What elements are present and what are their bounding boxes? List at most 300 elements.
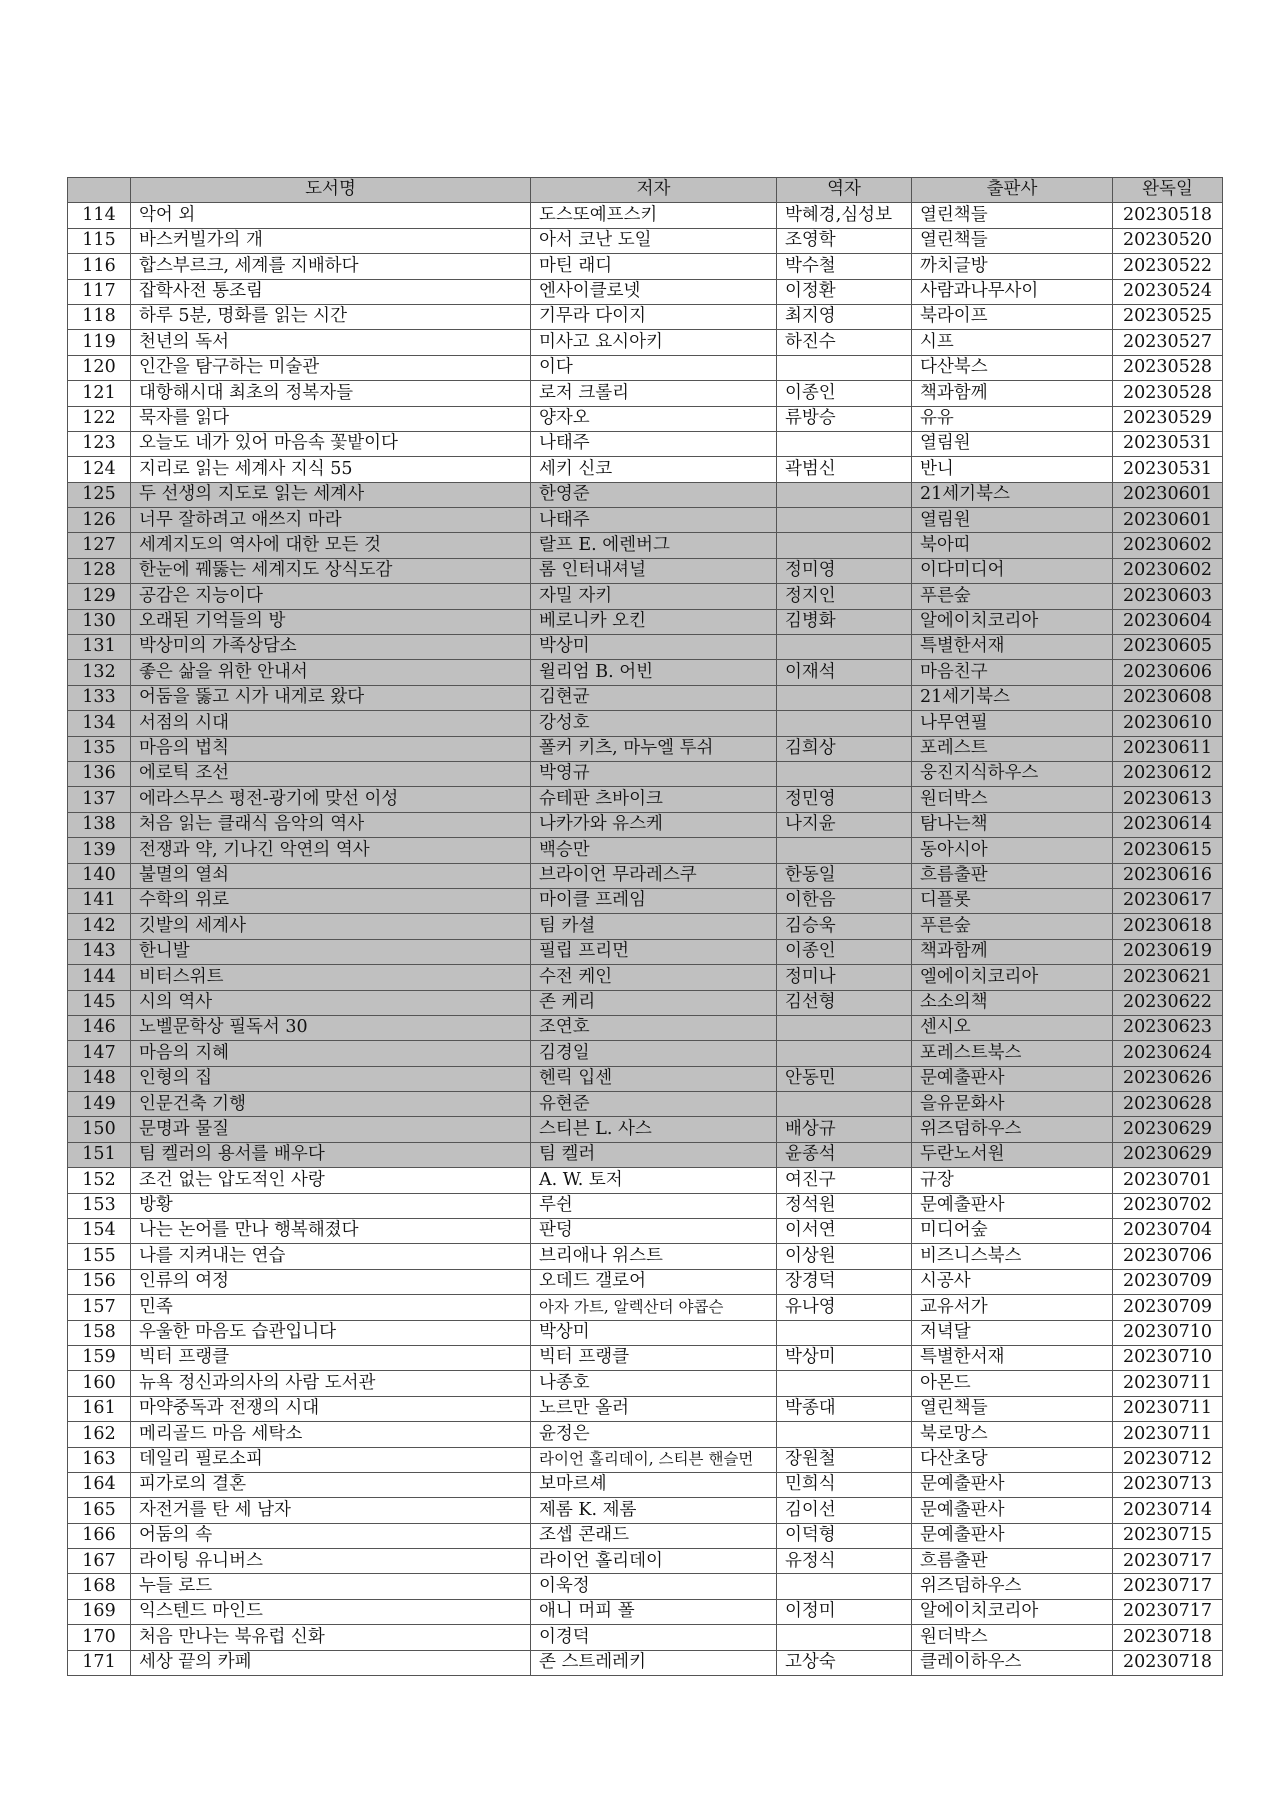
- book-author: 마틴 래디: [531, 254, 777, 279]
- book-title: 인간을 탐구하는 미술관: [131, 355, 531, 380]
- book-publisher: 디플롯: [912, 888, 1113, 913]
- book-title: 악어 외: [131, 203, 531, 228]
- book-publisher: 문예출판사: [912, 1066, 1113, 1091]
- table-row: [68, 939, 1223, 964]
- book-publisher: 규장: [912, 1168, 1113, 1193]
- book-title: 방황: [131, 1193, 531, 1218]
- finished-date: 20230615: [1113, 838, 1223, 863]
- book-title: 문명과 물질: [131, 1117, 531, 1142]
- book-translator: 이정환: [777, 279, 912, 304]
- book-author: 팀 켈러: [531, 1142, 777, 1167]
- finished-date: 20230715: [1113, 1523, 1223, 1548]
- table-row: [68, 1295, 1223, 1320]
- row-number: 148: [68, 1066, 131, 1091]
- book-title: 비터스위트: [131, 965, 531, 990]
- book-title: 팀 켈러의 용서를 배우다: [131, 1142, 531, 1167]
- table-row: [68, 406, 1223, 431]
- row-number: 152: [68, 1168, 131, 1193]
- book-author: 오데드 갤로어: [531, 1269, 777, 1294]
- book-translator: 한동일: [777, 863, 912, 888]
- finished-date: 20230717: [1113, 1599, 1223, 1624]
- book-publisher: 탐나는책: [912, 812, 1113, 837]
- table-row: [68, 381, 1223, 406]
- book-title: 마음의 법칙: [131, 736, 531, 761]
- book-publisher: 문예출판사: [912, 1193, 1113, 1218]
- book-publisher: 흐름출판: [912, 863, 1113, 888]
- table-row: [68, 431, 1223, 456]
- book-translator: 최지영: [777, 304, 912, 329]
- book-translator: 정미영: [777, 558, 912, 583]
- book-title: 조건 없는 압도적인 사랑: [131, 1168, 531, 1193]
- row-number: 128: [68, 558, 131, 583]
- finished-date: 20230701: [1113, 1168, 1223, 1193]
- row-number: 163: [68, 1447, 131, 1472]
- table-row: [68, 1015, 1223, 1040]
- book-publisher: 위즈덤하우스: [912, 1117, 1113, 1142]
- finished-date: 20230706: [1113, 1244, 1223, 1269]
- book-translator: 곽범신: [777, 457, 912, 482]
- finished-date: 20230711: [1113, 1422, 1223, 1447]
- row-number: 171: [68, 1650, 131, 1675]
- book-translator: 이상원: [777, 1244, 912, 1269]
- book-publisher: 원더박스: [912, 787, 1113, 812]
- book-publisher: 열림원: [912, 508, 1113, 533]
- book-translator: [777, 1422, 912, 1447]
- book-publisher: 포레스트북스: [912, 1041, 1113, 1066]
- book-publisher: 시공사: [912, 1269, 1113, 1294]
- book-translator: 류방승: [777, 406, 912, 431]
- finished-date: 20230518: [1113, 203, 1223, 228]
- row-number: 167: [68, 1549, 131, 1574]
- header-title: 도서명: [131, 178, 531, 203]
- book-title: 인류의 여정: [131, 1269, 531, 1294]
- book-author: 나카가와 유스케: [531, 812, 777, 837]
- row-number: 132: [68, 660, 131, 685]
- header-publisher: 출판사: [912, 178, 1113, 203]
- book-author: 스티븐 L. 사스: [531, 1117, 777, 1142]
- book-title: 한눈에 꿰뚫는 세계지도 상식도감: [131, 558, 531, 583]
- book-title: 세계지도의 역사에 대한 모든 것: [131, 533, 531, 558]
- book-author: 박상미: [531, 635, 777, 660]
- book-publisher: 푸른숲: [912, 914, 1113, 939]
- row-number: 137: [68, 787, 131, 812]
- finished-date: 20230622: [1113, 990, 1223, 1015]
- finished-date: 20230710: [1113, 1345, 1223, 1370]
- finished-date: 20230626: [1113, 1066, 1223, 1091]
- finished-date: 20230710: [1113, 1320, 1223, 1345]
- book-author: 윌리엄 B. 어빈: [531, 660, 777, 685]
- row-number: 141: [68, 888, 131, 913]
- table-row: [68, 203, 1223, 228]
- row-number: 155: [68, 1244, 131, 1269]
- finished-date: 20230702: [1113, 1193, 1223, 1218]
- book-publisher: 흐름출판: [912, 1549, 1113, 1574]
- table-row: [68, 838, 1223, 863]
- row-number: 160: [68, 1371, 131, 1396]
- book-author: 이욱정: [531, 1574, 777, 1599]
- book-title: 대항해시대 최초의 정복자들: [131, 381, 531, 406]
- row-number: 156: [68, 1269, 131, 1294]
- finished-date: 20230623: [1113, 1015, 1223, 1040]
- row-number: 130: [68, 609, 131, 634]
- table-row: [68, 508, 1223, 533]
- row-number: 147: [68, 1041, 131, 1066]
- finished-date: 20230621: [1113, 965, 1223, 990]
- book-translator: [777, 1015, 912, 1040]
- book-publisher: 알에이치코리아: [912, 609, 1113, 634]
- book-title: 자전거를 탄 세 남자: [131, 1498, 531, 1523]
- book-author: 폴커 키츠, 마누엘 투쉬: [531, 736, 777, 761]
- book-publisher: 웅진지식하우스: [912, 761, 1113, 786]
- book-author: 윤정은: [531, 1422, 777, 1447]
- book-title: 마약중독과 전쟁의 시대: [131, 1396, 531, 1421]
- row-number: 145: [68, 990, 131, 1015]
- row-number: 126: [68, 508, 131, 533]
- book-publisher: 까치글방: [912, 254, 1113, 279]
- book-title: 전쟁과 약, 기나긴 악연의 역사: [131, 838, 531, 863]
- book-title: 나를 지켜내는 연습: [131, 1244, 531, 1269]
- book-title: 공감은 지능이다: [131, 584, 531, 609]
- book-title: 처음 만나는 북유럽 신화: [131, 1625, 531, 1650]
- book-publisher: 동아시아: [912, 838, 1113, 863]
- book-author: 헨릭 입센: [531, 1066, 777, 1091]
- book-translator: 이종인: [777, 939, 912, 964]
- table-row: [68, 1574, 1223, 1599]
- book-title: 시의 역사: [131, 990, 531, 1015]
- book-translator: 장경덕: [777, 1269, 912, 1294]
- row-number: 134: [68, 711, 131, 736]
- book-title: 어둠을 뚫고 시가 내게로 왔다: [131, 685, 531, 710]
- book-title: 에로틱 조선: [131, 761, 531, 786]
- finished-date: 20230629: [1113, 1117, 1223, 1142]
- book-author: 강성호: [531, 711, 777, 736]
- table-row: [68, 609, 1223, 634]
- book-translator: 이덕형: [777, 1523, 912, 1548]
- book-author: 팀 카셜: [531, 914, 777, 939]
- book-translator: 여진구: [777, 1168, 912, 1193]
- book-title: 마음의 지혜: [131, 1041, 531, 1066]
- book-title: 노벨문학상 필독서 30: [131, 1015, 531, 1040]
- book-translator: [777, 711, 912, 736]
- book-translator: 정지인: [777, 584, 912, 609]
- book-title: 뉴욕 정신과의사의 사람 도서관: [131, 1371, 531, 1396]
- book-publisher: 포레스트: [912, 736, 1113, 761]
- finished-date: 20230608: [1113, 685, 1223, 710]
- book-author: 유현준: [531, 1092, 777, 1117]
- row-number: 146: [68, 1015, 131, 1040]
- book-translator: 박수철: [777, 254, 912, 279]
- finished-date: 20230525: [1113, 304, 1223, 329]
- book-title: 합스부르크, 세계를 지배하다: [131, 254, 531, 279]
- book-publisher: 마음친구: [912, 660, 1113, 685]
- book-title: 라이팅 유니버스: [131, 1549, 531, 1574]
- book-title: 바스커빌가의 개: [131, 228, 531, 253]
- row-number: 135: [68, 736, 131, 761]
- finished-date: 20230601: [1113, 508, 1223, 533]
- row-number: 139: [68, 838, 131, 863]
- row-number: 125: [68, 482, 131, 507]
- row-number: 140: [68, 863, 131, 888]
- finished-date: 20230628: [1113, 1092, 1223, 1117]
- finished-date: 20230605: [1113, 635, 1223, 660]
- table-row: [68, 990, 1223, 1015]
- row-number: 170: [68, 1625, 131, 1650]
- book-publisher: 교유서가: [912, 1295, 1113, 1320]
- finished-date: 20230709: [1113, 1269, 1223, 1294]
- book-publisher: 미디어숲: [912, 1219, 1113, 1244]
- table-row: [68, 1193, 1223, 1218]
- finished-date: 20230601: [1113, 482, 1223, 507]
- book-title: 하루 5분, 명화를 읽는 시간: [131, 304, 531, 329]
- book-author: 양자오: [531, 406, 777, 431]
- book-publisher: 21세기북스: [912, 482, 1113, 507]
- table-row: [68, 1117, 1223, 1142]
- row-number: 165: [68, 1498, 131, 1523]
- table-row: [68, 635, 1223, 660]
- book-translator: [777, 761, 912, 786]
- book-publisher: 나무연필: [912, 711, 1113, 736]
- finished-date: 20230712: [1113, 1447, 1223, 1472]
- book-author: 아서 코난 도일: [531, 228, 777, 253]
- row-number: 115: [68, 228, 131, 253]
- book-publisher: 21세기북스: [912, 685, 1113, 710]
- book-translator: [777, 1092, 912, 1117]
- row-number: 118: [68, 304, 131, 329]
- row-number: 158: [68, 1320, 131, 1345]
- table-row: [68, 228, 1223, 253]
- book-translator: [777, 635, 912, 660]
- row-number: 129: [68, 584, 131, 609]
- book-translator: 이한음: [777, 888, 912, 913]
- book-title: 한니발: [131, 939, 531, 964]
- book-translator: 이종인: [777, 381, 912, 406]
- table-row: [68, 1269, 1223, 1294]
- finished-date: 20230531: [1113, 431, 1223, 456]
- book-publisher: 소소의책: [912, 990, 1113, 1015]
- book-publisher: 유유: [912, 406, 1113, 431]
- book-author: 세키 신코: [531, 457, 777, 482]
- finished-date: 20230531: [1113, 457, 1223, 482]
- finished-date: 20230713: [1113, 1472, 1223, 1497]
- row-number: 138: [68, 812, 131, 837]
- book-title: 좋은 삶을 위한 안내서: [131, 660, 531, 685]
- book-publisher: 반니: [912, 457, 1113, 482]
- book-title: 불멸의 열쇠: [131, 863, 531, 888]
- book-author: 엔사이클로넷: [531, 279, 777, 304]
- book-publisher: 북라이프: [912, 304, 1113, 329]
- finished-date: 20230603: [1113, 584, 1223, 609]
- book-publisher: 클레이하우스: [912, 1650, 1113, 1675]
- book-title: 인형의 집: [131, 1066, 531, 1091]
- table-row: [68, 812, 1223, 837]
- book-author: 나태주: [531, 508, 777, 533]
- book-publisher: 문예출판사: [912, 1498, 1113, 1523]
- book-title: 깃발의 세계사: [131, 914, 531, 939]
- book-author: 판덩: [531, 1219, 777, 1244]
- book-author: 라이언 홀리데이, 스티븐 핸슬먼: [531, 1447, 777, 1472]
- book-translator: 김승욱: [777, 914, 912, 939]
- book-translator: 김선형: [777, 990, 912, 1015]
- row-number: 127: [68, 533, 131, 558]
- table-row: [68, 279, 1223, 304]
- book-author: 존 스트레레키: [531, 1650, 777, 1675]
- book-title: 데일리 필로소피: [131, 1447, 531, 1472]
- book-author: 박영규: [531, 761, 777, 786]
- book-translator: [777, 533, 912, 558]
- book-title: 박상미의 가족상담소: [131, 635, 531, 660]
- book-publisher: 다산초당: [912, 1447, 1113, 1472]
- book-author: 필립 프리먼: [531, 939, 777, 964]
- book-title: 나는 논어를 만나 행복해졌다: [131, 1219, 531, 1244]
- finished-date: 20230717: [1113, 1549, 1223, 1574]
- book-author: 아자 가트, 알렉산더 야콥슨: [531, 1295, 777, 1320]
- book-author: 베로니카 오킨: [531, 609, 777, 634]
- book-translator: 김병화: [777, 609, 912, 634]
- finished-date: 20230529: [1113, 406, 1223, 431]
- table-row: [68, 1168, 1223, 1193]
- row-number: 122: [68, 406, 131, 431]
- book-publisher: 책과함께: [912, 939, 1113, 964]
- book-title: 피가로의 결혼: [131, 1472, 531, 1497]
- book-author: 존 케리: [531, 990, 777, 1015]
- table-row: [68, 1498, 1223, 1523]
- book-translator: 김이선: [777, 1498, 912, 1523]
- book-publisher: 알에이치코리아: [912, 1599, 1113, 1624]
- row-number: 124: [68, 457, 131, 482]
- book-publisher: 열린책들: [912, 1396, 1113, 1421]
- book-translator: 고상숙: [777, 1650, 912, 1675]
- book-publisher: 원더박스: [912, 1625, 1113, 1650]
- table-row: [68, 1371, 1223, 1396]
- book-title: 수학의 위로: [131, 888, 531, 913]
- finished-date: 20230711: [1113, 1396, 1223, 1421]
- book-author: 박상미: [531, 1320, 777, 1345]
- finished-date: 20230704: [1113, 1219, 1223, 1244]
- row-number: 123: [68, 431, 131, 456]
- table-row: [68, 863, 1223, 888]
- book-publisher: 특별한서재: [912, 1345, 1113, 1370]
- book-publisher: 푸른숲: [912, 584, 1113, 609]
- book-author: 수전 케인: [531, 965, 777, 990]
- table-row: [68, 888, 1223, 913]
- finished-date: 20230624: [1113, 1041, 1223, 1066]
- row-number: 114: [68, 203, 131, 228]
- book-translator: 정민영: [777, 787, 912, 812]
- book-translator: 배상규: [777, 1117, 912, 1142]
- finished-date: 20230611: [1113, 736, 1223, 761]
- table-row: [68, 1549, 1223, 1574]
- book-publisher: 열린책들: [912, 203, 1113, 228]
- book-publisher: 저녁달: [912, 1320, 1113, 1345]
- book-author: 랄프 E. 에렌버그: [531, 533, 777, 558]
- table-row: [68, 1625, 1223, 1650]
- book-author: 빅터 프랭클: [531, 1345, 777, 1370]
- book-title: 잡학사전 통조림: [131, 279, 531, 304]
- table-row: [68, 914, 1223, 939]
- book-author: 조연호: [531, 1015, 777, 1040]
- book-publisher: 사람과나무사이: [912, 279, 1113, 304]
- book-publisher: 비즈니스북스: [912, 1244, 1113, 1269]
- book-title: 묵자를 읽다: [131, 406, 531, 431]
- row-number: 136: [68, 761, 131, 786]
- header-author: 저자: [531, 178, 777, 203]
- finished-date: 20230524: [1113, 279, 1223, 304]
- table-row: [68, 1142, 1223, 1167]
- book-title: 에라스무스 평전-광기에 맞선 이성: [131, 787, 531, 812]
- book-publisher: 두란노서원: [912, 1142, 1113, 1167]
- book-title: 처음 읽는 클래식 음악의 역사: [131, 812, 531, 837]
- book-author: 백승만: [531, 838, 777, 863]
- book-title: 인문건축 기행: [131, 1092, 531, 1117]
- row-number: 161: [68, 1396, 131, 1421]
- table-row: [68, 533, 1223, 558]
- book-author: 로저 크롤리: [531, 381, 777, 406]
- book-translator: 박상미: [777, 1345, 912, 1370]
- finished-date: 20230629: [1113, 1142, 1223, 1167]
- table-row: [68, 1066, 1223, 1091]
- book-translator: 이서연: [777, 1219, 912, 1244]
- book-publisher: 특별한서재: [912, 635, 1113, 660]
- book-title: 너무 잘하려고 애쓰지 마라: [131, 508, 531, 533]
- book-author: 조셉 콘래드: [531, 1523, 777, 1548]
- table-row: [68, 1244, 1223, 1269]
- book-author: 기무라 다이지: [531, 304, 777, 329]
- book-publisher: 엘에이치코리아: [912, 965, 1113, 990]
- finished-date: 20230614: [1113, 812, 1223, 837]
- book-author: 이경덕: [531, 1625, 777, 1650]
- book-translator: [777, 685, 912, 710]
- table-row: [68, 711, 1223, 736]
- book-translator: 박혜경,심성보: [777, 203, 912, 228]
- book-translator: [777, 1371, 912, 1396]
- book-publisher: 이다미디어: [912, 558, 1113, 583]
- row-number: 162: [68, 1422, 131, 1447]
- table-row: [68, 1422, 1223, 1447]
- row-number: 119: [68, 330, 131, 355]
- row-number: 121: [68, 381, 131, 406]
- book-author: 이다: [531, 355, 777, 380]
- row-number: 144: [68, 965, 131, 990]
- book-translator: 이정미: [777, 1599, 912, 1624]
- table-body: [68, 203, 1223, 1676]
- book-author: 라이언 홀리데이: [531, 1549, 777, 1574]
- table-row: [68, 787, 1223, 812]
- table-row: [68, 965, 1223, 990]
- row-number: 116: [68, 254, 131, 279]
- row-number: 154: [68, 1219, 131, 1244]
- table-row: [68, 1219, 1223, 1244]
- book-title: 어둠의 속: [131, 1523, 531, 1548]
- book-title: 서점의 시대: [131, 711, 531, 736]
- book-author: 애니 머피 폴: [531, 1599, 777, 1624]
- finished-date: 20230717: [1113, 1574, 1223, 1599]
- book-publisher: 센시오: [912, 1015, 1113, 1040]
- book-author: 보마르셰: [531, 1472, 777, 1497]
- finished-date: 20230709: [1113, 1295, 1223, 1320]
- finished-date: 20230714: [1113, 1498, 1223, 1523]
- book-translator: [777, 355, 912, 380]
- finished-date: 20230528: [1113, 355, 1223, 380]
- table-row: [68, 584, 1223, 609]
- book-publisher: 북로망스: [912, 1422, 1113, 1447]
- reading-log-table: [67, 177, 1223, 1676]
- book-title: 두 선생의 지도로 읽는 세계사: [131, 482, 531, 507]
- book-translator: 유나영: [777, 1295, 912, 1320]
- book-author: 루쉰: [531, 1193, 777, 1218]
- book-translator: [777, 1574, 912, 1599]
- book-title: 지리로 읽는 세계사 지식 55: [131, 457, 531, 482]
- finished-date: 20230522: [1113, 254, 1223, 279]
